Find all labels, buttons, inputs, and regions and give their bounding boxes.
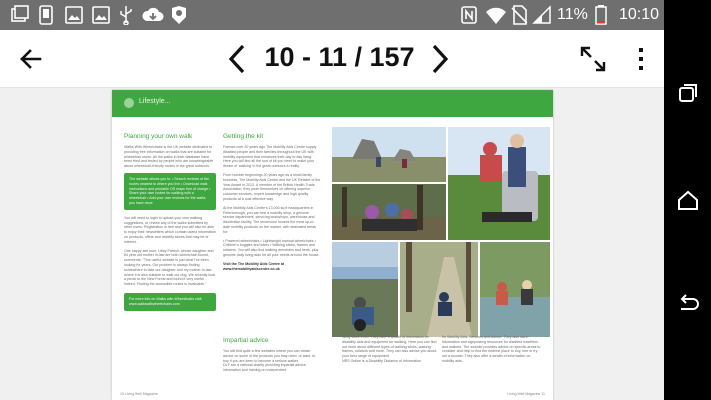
more-vertical-icon[interactable] <box>636 44 646 74</box>
wifi-icon <box>485 5 507 25</box>
lifestyle-icon <box>124 98 134 108</box>
recents-icon[interactable] <box>677 82 699 104</box>
left-paragraph-2: You will need to login to upload your own walking suggestions, or review any of the walks submitted by other users. Registration is free and you will also be able to enjoy their newsletters which contain useful information on products, offers and mobility stores that may be of interest. <box>124 215 216 244</box>
nfc-icon <box>460 5 478 25</box>
third-column <box>342 335 437 364</box>
document-viewer[interactable] <box>0 88 664 400</box>
middle-paragraph-2: From humble beginnings 20 years ago as a small family business, The Mobility Aids Centre and the UK Retailer of the Year Award in 2012. A member of the British Health Trade Association, they pride themselves on offering superior customer services, expert knowledge and high quality products at a cost effective way. <box>223 172 321 201</box>
left-intro: Walks With Wheelchairs is the UK website dedicated to providing free information on walks that are suitable for wheelchair users. All the walks in their database have been tried and tested by people who are knowledgeable about wheelchair-friendly routes in the great outdoors. <box>124 145 214 169</box>
scooter-couple-photo <box>448 127 550 240</box>
cloud-download-icon <box>142 5 164 25</box>
lake-walk-photo <box>332 242 398 337</box>
no-sim-icon <box>510 5 528 25</box>
section-header <box>112 90 553 117</box>
chevron-left-icon[interactable] <box>225 42 249 76</box>
fourth-column <box>442 335 542 364</box>
arrow-left-icon[interactable] <box>18 46 44 72</box>
middle-paragraph-4: You will find quite a few websites where you can obtain advice on some of the products you may need, or want, to buy if you are keen to become a serious walker. <box>223 349 316 363</box>
page-footer-left: 10 Living Well Magazine <box>120 392 158 396</box>
middle-heading: Getting the kit <box>223 133 264 140</box>
gallery-icon <box>10 5 30 25</box>
third-column-text: living since 1969. They offer a wealth of information on disability aids and equipment for walking. Here you can find out more about different types of walking sticks, walking frames, rollators and more. They can also advise you about your best range of equipment. <box>342 335 437 359</box>
rocky-moor-photo <box>332 127 446 182</box>
middle-paragraph-5: DLF are a national charity providing impartial advice, information and training on independent <box>223 363 307 373</box>
fourth-column-text: for Mobility Aids, Services and Advice. They also have information and signposting resources for disabled travellers and walkers. The website provides advice on specific areas to consider and help to find the nearest place to buy, hire or try out a scooter. They also offer a wealth of information on mobility aids. <box>442 335 541 363</box>
page-footer-right: Living Well Magazine 11 <box>507 392 545 396</box>
navigation-bar <box>664 0 711 400</box>
photo-collage <box>332 127 550 337</box>
image-icon <box>91 5 111 25</box>
clock: 10:10 <box>619 6 660 23</box>
impartial-advice-section <box>223 337 321 373</box>
left-column <box>124 133 216 317</box>
battery-icon <box>595 5 607 25</box>
section-title: Lifestyle... <box>139 98 171 105</box>
status-bar <box>0 0 664 30</box>
wooded-path-photo <box>400 242 478 337</box>
reader-toolbar <box>0 30 664 88</box>
middle-heading-2: Impartial advice <box>223 337 269 344</box>
signal-icon <box>532 5 552 25</box>
battery-percent: 11% <box>557 6 588 23</box>
middle-paragraph-3: At the Mobility Aids Centre's 13,000 sq ft headquarters in Peterborough, you can test a mobility shop, a genuine service department, servicing workshops, warehouse and distribution facility. The showroom houses the most up-to-date mobility products on the market, with dedicated areas for: <box>223 205 316 234</box>
image-icon <box>64 5 84 25</box>
page-indicator: 10 - 11 / 157 <box>264 42 415 72</box>
usb-icon <box>118 5 134 25</box>
left-infobox: The website allows you to: • Search reviews of the routes nearest to where you live • Download walk instructions and printable OS maps free of charge • Share your own routes for walking with a wheelchair • Add your own reviews for the walks you have done <box>124 173 216 210</box>
riverbank-photo <box>480 242 550 337</box>
woodland-group-photo <box>332 184 446 240</box>
magazine-spread[interactable] <box>112 90 553 400</box>
left-paragraph-3: One happy site user, Libby Parrish, whose daughter and 84 year old mother in-law are both wheelchair-bound, comments: "This useful website is just what I've been looking for years. Our problem is always finding somewhere to take our daughter and my mother-in-law where it is also suitable to walk our dog. We recently took a picnic to the New Forest and found it very useful indeed. Finding the accessible routes is invaluable." <box>124 248 216 287</box>
location-icon <box>170 5 188 25</box>
third-column-text-2: NRS Online is a Disability Distance of Information <box>342 358 421 363</box>
back-icon[interactable] <box>677 294 699 316</box>
left-infobox-2: For more info on Walks with Wheelchairs visit: www.walkswithwheelchairs.com <box>124 293 216 311</box>
fullscreen-icon[interactable] <box>578 44 608 74</box>
home-icon[interactable] <box>677 189 699 211</box>
middle-paragraph-1: Formed over 20 years ago The Mobility Aids Centre supply disabled people and their families throughout the UK with mobility equipment that enhances their day to day living. Here you will find all the sort of kit you need to make your dream of 'walking' in the great outdoors a reality. <box>223 145 317 169</box>
chevron-right-icon[interactable] <box>428 42 452 76</box>
phone-device-icon <box>38 5 54 25</box>
middle-list: • Powered wheelchairs • Lightweight manual wheelchairs • Children's buggies and trikes • Walking sticks, frames and rollators. You will also find walking armchairs and beds, plus genuine daily living aids for all your needs around the house. <box>223 238 320 257</box>
middle-column <box>223 133 321 275</box>
left-heading: Planning your own walk <box>124 133 193 140</box>
middle-visit-link: Visit the The Mobility Aids Centre at www.themobilityaidscentre.co.uk <box>223 261 285 271</box>
